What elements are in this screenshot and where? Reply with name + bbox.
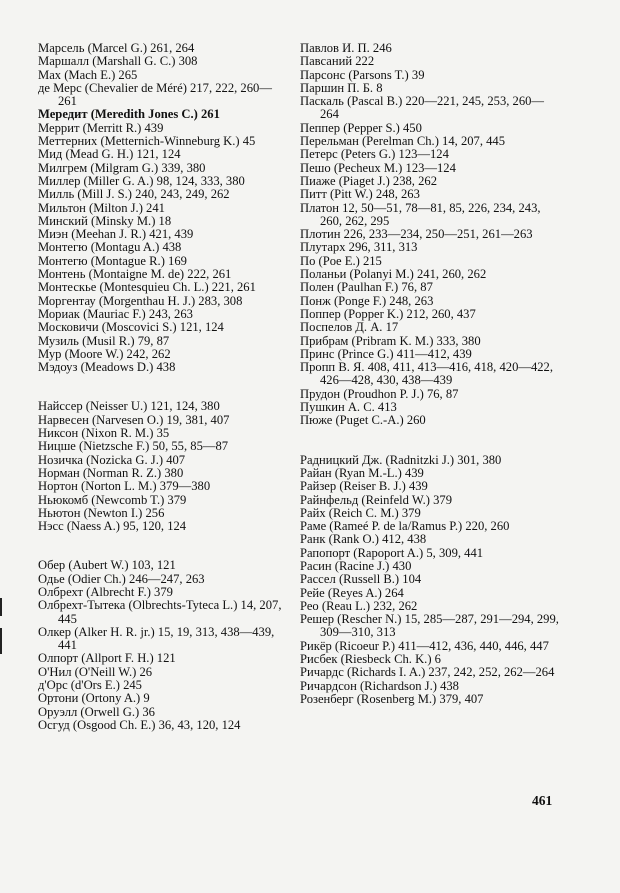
index-entry: Монтескье (Montesquieu Ch. L.) 221, 261: [38, 280, 256, 295]
index-entry: По (Poe E.) 215: [300, 253, 382, 268]
index-entry: Пешо (Pecheux M.) 123—124: [300, 160, 456, 175]
index-entry: Пеппер (Pepper S.) 450: [300, 120, 422, 135]
index-entry: Норман (Norman R. Z.) 380: [38, 465, 184, 480]
index-entry: Павсаний 222: [300, 54, 375, 69]
index-entry: Музиль (Musil R.) 79, 87: [38, 333, 170, 348]
index-entry: Нарвесен (Narvesen O.) 19, 381, 407: [38, 412, 230, 427]
index-entry: де Мерс (Chevalier de Méré) 217, 222, 260—261: [38, 80, 272, 109]
index-entry: Парсонс (Parsons T.) 39: [300, 67, 425, 82]
index-entry: Павлов И. П. 246: [300, 41, 392, 55]
index-entry: Мах (Mach E.) 265: [38, 67, 138, 82]
index-entry: Перельман (Perelman Ch.) 14, 207, 445: [300, 134, 506, 149]
index-column-right: [300, 42, 562, 706]
page-number: 461: [532, 793, 553, 808]
index-entry: Рикёр (Ricoeur P.) 411—412, 436, 440, 446, 447: [300, 638, 549, 653]
index-entry: Паскаль (Pascal B.) 220—221, 245, 253, 260—264: [300, 94, 545, 122]
index-entry: Райан (Ryan M.-L.) 439: [300, 465, 424, 480]
index-entry: Милгрем (Milgram G.) 339, 380: [38, 160, 206, 175]
index-entry: Петерс (Peters G.) 123—124: [300, 147, 449, 162]
index-entry: Меррит (Merritt R.) 439: [38, 120, 164, 135]
index-entry: Рисбек (Riesbeck Ch. K.) 6: [300, 652, 441, 667]
index-entry: Рассел (Russell B.) 104: [300, 572, 422, 587]
index-entry: Платон 12, 50—51, 78—81, 85, 226, 234, 243, 260, 262, 295: [300, 200, 541, 228]
index-entry: Решер (Rescher N.) 15, 285—287, 291—294, 299, 309—310, 313: [300, 612, 559, 640]
index-entry: Ричардсон (Richardson J.) 438: [300, 678, 459, 693]
index-entry: Мур (Moore W.) 242, 262: [38, 346, 171, 361]
index-entry: Мориак (Mauriac F.) 243, 263: [38, 306, 193, 321]
index-entry: Пушкин А. С. 413: [300, 400, 397, 415]
index-entry: Поспелов Д. А. 17: [300, 320, 399, 335]
index-entry: Меттерних (Metternich-Winneburg K.) 45: [38, 134, 256, 149]
margin-scan-mark: [0, 598, 2, 616]
index-entry: Нэсс (Naess A.) 95, 120, 124: [38, 519, 187, 534]
index-entry: Рейе (Reyes A.) 264: [300, 585, 404, 600]
index-entry: Плутарх 296, 311, 313: [300, 240, 418, 255]
index-entry: Мид (Mead G. H.) 121, 124: [38, 147, 181, 162]
index-entry: Ортони (Ortony A.) 9: [38, 691, 150, 706]
index-entry: Прудон (Proudhon P. J.) 76, 87: [300, 386, 459, 401]
index-entry: Олкер (Alker H. R. jr.) 15, 19, 313, 438—439, 441: [38, 624, 275, 653]
index-entry: д'Орс (d'Ors E.) 245: [38, 678, 142, 693]
index-entry: Миэн (Meehan J. R.) 421, 439: [38, 227, 194, 242]
index-entry: Понж (Ponge F.) 248, 263: [300, 293, 434, 308]
index-entry: О'Нил (O'Neill W.) 26: [38, 664, 153, 679]
index-entry: Поланьи (Polanyi M.) 241, 260, 262: [300, 267, 487, 282]
index-entry: Мэдоуз (Meadows D.) 438: [38, 360, 176, 375]
index-entry: Ньюкомб (Newcomb T.) 379: [38, 492, 187, 507]
index-entry: Ницше (Nietzsche F.) 50, 55, 85—87: [38, 439, 229, 454]
index-entry: Олбрехт (Albrecht F.) 379: [38, 584, 173, 599]
index-entry: Рапопорт (Rapoport A.) 5, 309, 441: [300, 545, 484, 560]
index-entry: Раме (Rameé P. de la/Ramus P.) 220, 260: [300, 519, 510, 534]
index-entry: Розенберг (Rosenberg M.) 379, 407: [300, 691, 484, 706]
index-entry: Плотин 226, 233—234, 250—251, 261—263: [300, 227, 533, 242]
index-entry: Милль (Mill J. S.) 240, 243, 249, 262: [38, 187, 230, 202]
letter-group-gap: [38, 533, 288, 559]
index-entry: Миллер (Miller G. A.) 98, 124, 333, 380: [38, 173, 245, 188]
index-entry: Олбрехт-Тытека (Olbrechts-Tyteca L.) 14, 207, 445: [38, 598, 282, 626]
index-entry: Никсон (Nixon R. M.) 35: [38, 426, 170, 441]
index-entry: Моргентау (Morgenthau H. J.) 283, 308: [38, 293, 243, 308]
index-entry: Мередит (Meredith Jones C.) 261: [38, 107, 220, 122]
margin-scan-mark: [0, 628, 2, 654]
index-entry: Райх (Reich C. M.) 379: [300, 505, 421, 520]
index-entry: Марсель (Marcel G.) 261, 264: [38, 41, 195, 55]
index-entry: Ньютон (Newton I.) 256: [38, 505, 165, 520]
index-entry: Оруэлл (Orwell G.) 36: [38, 704, 155, 719]
index-entry: Ричардс (Richards I. A.) 237, 242, 252, 262—264: [300, 665, 555, 680]
letter-group-gap: [38, 374, 288, 400]
index-entry: Осгуд (Osgood Ch. E.) 36, 43, 120, 124: [38, 717, 241, 732]
letter-group-gap: [300, 428, 562, 454]
index-entry: Одье (Odier Ch.) 246—247, 263: [38, 571, 205, 586]
index-entry: Московичи (Moscovici S.) 121, 124: [38, 320, 224, 335]
index-entry: Паршин П. Б. 8: [300, 80, 383, 95]
index-entry: Мильтон (Milton J.) 241: [38, 200, 165, 215]
index-entry: Прибрам (Pribram K. M.) 333, 380: [300, 333, 481, 348]
index-entry: Питт (Pitt W.) 248, 263: [300, 187, 420, 202]
index-entry: Принс (Prince G.) 411—412, 439: [300, 346, 472, 361]
index-entry: Монтень (Montaigne M. de) 222, 261: [38, 267, 232, 282]
index-entry: Нортон (Norton L. M.) 379—380: [38, 479, 211, 494]
index-entry: Нозичка (Nozicka G. J.) 407: [38, 452, 186, 467]
index-entry: Минский (Minsky M.) 18: [38, 213, 172, 228]
index-entry: Расин (Racine J.) 430: [300, 558, 412, 573]
index-entry: Монтегю (Montagu A.) 438: [38, 240, 182, 255]
index-entry: Райнфельд (Reinfeld W.) 379: [300, 492, 452, 507]
index-column-left: [38, 42, 288, 732]
index-entry: Поппер (Popper K.) 212, 260, 437: [300, 306, 476, 321]
index-entry: Найссер (Neisser U.) 121, 124, 380: [38, 399, 220, 414]
index-entry: Райзер (Reiser B. J.) 439: [300, 479, 428, 494]
index-entry: Олпорт (Allport F. H.) 121: [38, 651, 176, 666]
index-entry: Пюже (Puget C.-A.) 260: [300, 413, 426, 428]
index-entry: Радницкий Дж. (Radnitzki J.) 301, 380: [300, 452, 502, 467]
index-entry: Рео (Reau L.) 232, 262: [300, 598, 418, 613]
index-entry: Полен (Paulhan F.) 76, 87: [300, 280, 433, 295]
index-entry: Монтегю (Montague R.) 169: [38, 253, 187, 268]
index-entry: Обер (Aubert W.) 103, 121: [38, 558, 176, 573]
index-entry: Ранк (Rank O.) 412, 438: [300, 532, 427, 547]
index-entry: Пропп В. Я. 408, 411, 413—416, 418, 420—422, 426—428, 430, 438—439: [300, 360, 554, 388]
index-entry: Пиаже (Piaget J.) 238, 262: [300, 173, 437, 188]
index-entry: Маршалл (Marshall G. C.) 308: [38, 54, 198, 69]
